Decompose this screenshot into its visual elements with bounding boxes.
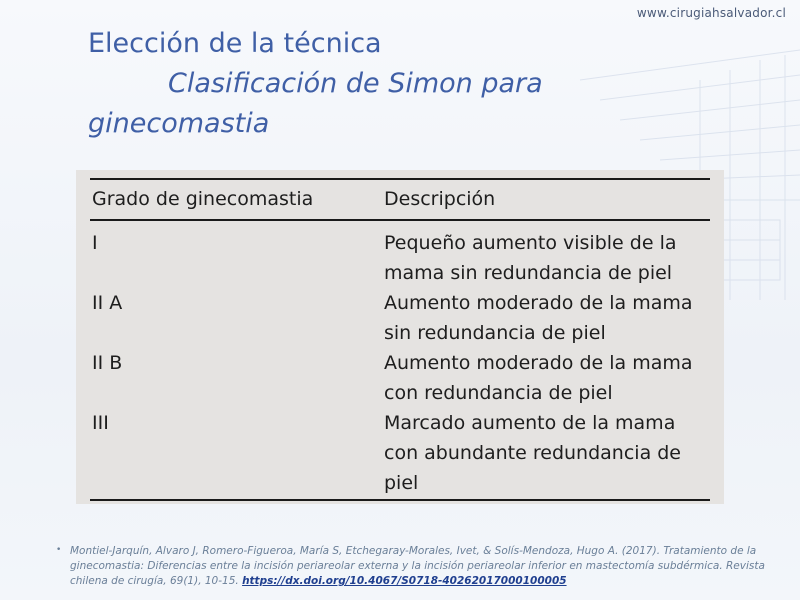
description-cell: Aumento moderado de la mama sin redundancia de piel bbox=[384, 292, 693, 344]
table-header-rule bbox=[90, 219, 710, 221]
grade-cell: II A bbox=[92, 292, 123, 314]
column-header-grade: Grado de ginecomastia bbox=[92, 188, 314, 210]
doi-link[interactable]: https://dx.doi.org/10.4067/S0718-40262017000100005 bbox=[242, 575, 567, 587]
grade-cell: I bbox=[92, 232, 98, 254]
table-top-rule bbox=[90, 178, 710, 180]
description-cell: Pequeño aumento visible de la mama sin redundancia de piel bbox=[384, 232, 677, 284]
grade-cell: II B bbox=[92, 352, 123, 374]
citation-bullet: • bbox=[56, 545, 62, 555]
citation bbox=[56, 544, 772, 589]
column-header-description: Descripción bbox=[384, 188, 496, 210]
site-url: www.cirugiahsalvador.cl bbox=[636, 6, 786, 20]
slide-subtitle-line2: ginecomastia bbox=[88, 108, 270, 139]
description-cell: Aumento moderado de la mama con redundancia de piel bbox=[384, 352, 693, 404]
description-cell: Marcado aumento de la mama con abundante redundancia de piel bbox=[384, 412, 681, 494]
slide-title: Elección de la técnica bbox=[88, 28, 382, 59]
table-bottom-rule bbox=[90, 499, 710, 501]
slide-subtitle-line1: Clasificación de Simon para bbox=[168, 68, 543, 99]
citation-text: Montiel-Jarquín, Alvaro J, Romero-Figueroa, María S, Etchegaray-Morales, Ivet, & Solís-Mendoza, Hugo A. (2017). Tratamiento de la ginecomastia: Diferencias entre la incisión periareolar externa y la incisión periareolar inferior en mastectomía subdérmica. Revista chilena de cirugía, 69(1), 10-15. bbox=[70, 545, 765, 587]
simon-classification-table bbox=[76, 170, 724, 504]
grade-cell: III bbox=[92, 412, 109, 434]
